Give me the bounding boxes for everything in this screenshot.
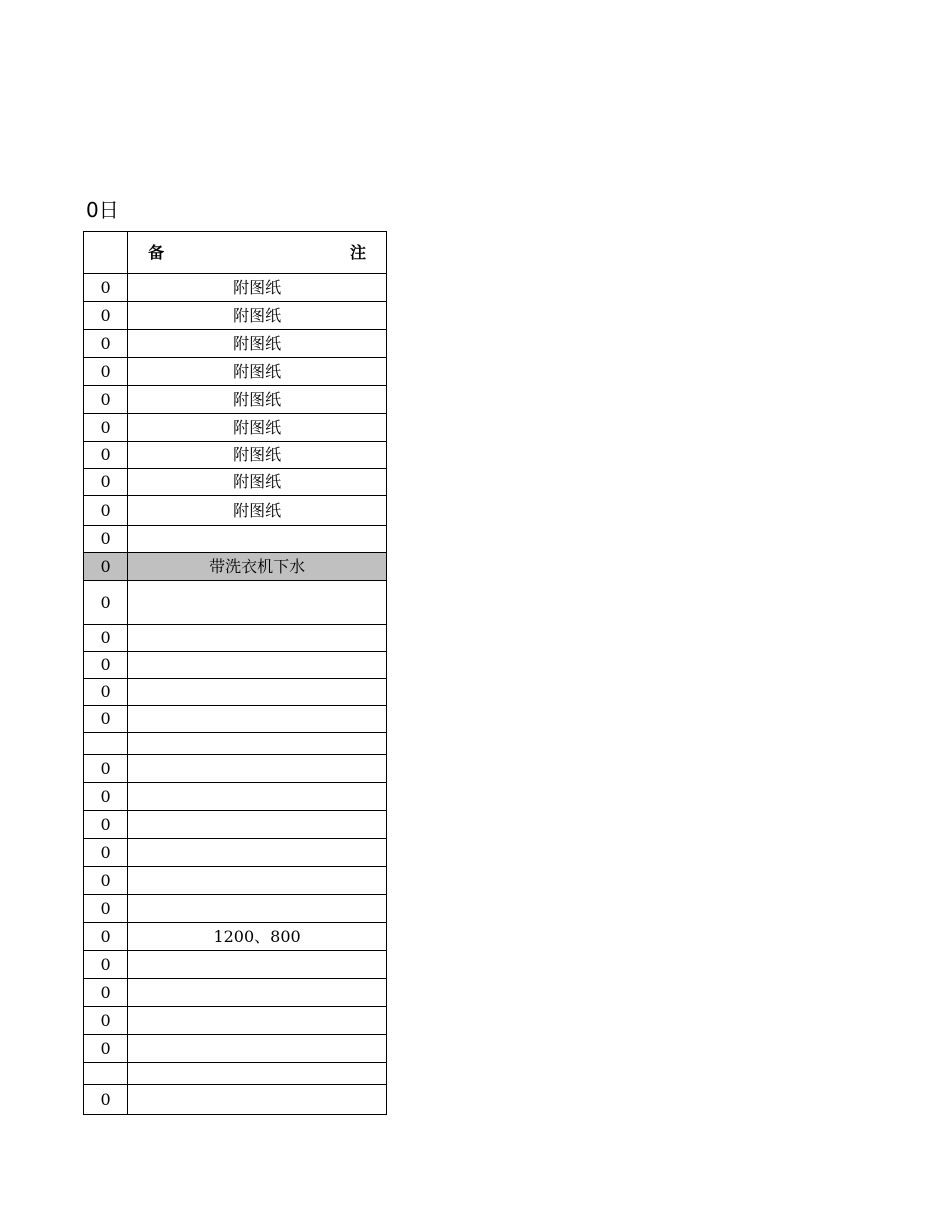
table-row bbox=[84, 679, 387, 706]
cell-value[interactable]: 0 bbox=[84, 867, 128, 895]
cell-remark[interactable] bbox=[128, 1085, 387, 1115]
cell-value[interactable]: 0 bbox=[84, 706, 128, 733]
cell-value[interactable]: 0 bbox=[84, 951, 128, 979]
table-row bbox=[84, 526, 387, 553]
cell-remark[interactable] bbox=[128, 839, 387, 867]
cell-remark[interactable] bbox=[128, 867, 387, 895]
cell-remark[interactable] bbox=[128, 755, 387, 783]
table-row bbox=[84, 1085, 387, 1115]
cell-value[interactable]: 0 bbox=[84, 1007, 128, 1035]
cell-value[interactable]: 0 bbox=[84, 783, 128, 811]
table-row bbox=[84, 733, 387, 755]
cell-value[interactable]: 0 bbox=[84, 526, 128, 553]
cell-value[interactable]: 0 bbox=[84, 839, 128, 867]
cell-value[interactable]: 0 bbox=[84, 302, 128, 330]
table-row bbox=[84, 442, 387, 469]
cell-remark[interactable]: 附图纸 bbox=[128, 442, 387, 469]
table-row bbox=[84, 652, 387, 679]
cell-value[interactable]: 0 bbox=[84, 581, 128, 625]
cell-remark[interactable]: 附图纸 bbox=[128, 358, 387, 386]
cell-value[interactable]: 0 bbox=[84, 274, 128, 302]
table-row bbox=[84, 706, 387, 733]
table-row bbox=[84, 386, 387, 414]
table-row bbox=[84, 414, 387, 442]
cell-value[interactable]: 0 bbox=[84, 496, 128, 526]
cell-remark[interactable] bbox=[128, 979, 387, 1007]
cell-remark[interactable] bbox=[128, 526, 387, 553]
cell-value[interactable]: 0 bbox=[84, 1085, 128, 1115]
cell-remark[interactable] bbox=[128, 1063, 387, 1085]
cell-value[interactable]: 0 bbox=[84, 1035, 128, 1063]
cell-value[interactable]: 0 bbox=[84, 414, 128, 442]
cell-remark[interactable]: 带洗衣机下水 bbox=[128, 553, 387, 581]
cell-remark[interactable]: 1200、800 bbox=[128, 923, 387, 951]
cell-remark[interactable] bbox=[128, 811, 387, 839]
header-remarks-char-1: 备 bbox=[148, 242, 165, 262]
table-row bbox=[84, 979, 387, 1007]
header-remarks-char-2: 注 bbox=[349, 242, 366, 262]
cell-value[interactable]: 0 bbox=[84, 811, 128, 839]
cell-remark[interactable]: 附图纸 bbox=[128, 414, 387, 442]
cell-remark[interactable]: 附图纸 bbox=[128, 469, 387, 496]
cell-remark[interactable] bbox=[128, 706, 387, 733]
cell-value[interactable]: 0 bbox=[84, 679, 128, 706]
cell-remark[interactable]: 附图纸 bbox=[128, 274, 387, 302]
cell-remark[interactable]: 附图纸 bbox=[128, 330, 387, 358]
table-row bbox=[84, 811, 387, 839]
cell-value[interactable]: 0 bbox=[84, 923, 128, 951]
sheet-title: 0日 bbox=[86, 198, 119, 222]
cell-remark[interactable] bbox=[128, 625, 387, 652]
table-row bbox=[84, 625, 387, 652]
table-row bbox=[84, 839, 387, 867]
table-row bbox=[84, 469, 387, 496]
cell-value[interactable]: 0 bbox=[84, 553, 128, 581]
cell-value[interactable]: 0 bbox=[84, 330, 128, 358]
cell-value[interactable]: 0 bbox=[84, 895, 128, 923]
table-row bbox=[84, 1035, 387, 1063]
cell-value[interactable]: 0 bbox=[84, 358, 128, 386]
table-row bbox=[84, 302, 387, 330]
table-row bbox=[84, 1063, 387, 1085]
cell-value[interactable]: 0 bbox=[84, 442, 128, 469]
cell-remark[interactable]: 附图纸 bbox=[128, 302, 387, 330]
table-row bbox=[84, 951, 387, 979]
cell-remark[interactable]: 附图纸 bbox=[128, 496, 387, 526]
cell-value[interactable] bbox=[84, 1063, 128, 1085]
cell-remark[interactable] bbox=[128, 679, 387, 706]
cell-value[interactable]: 0 bbox=[84, 652, 128, 679]
cell-value[interactable]: 0 bbox=[84, 469, 128, 496]
table-row bbox=[84, 755, 387, 783]
table-row bbox=[84, 783, 387, 811]
table-row bbox=[84, 923, 387, 951]
cell-remark[interactable] bbox=[128, 951, 387, 979]
cell-remark[interactable] bbox=[128, 1035, 387, 1063]
table-row bbox=[84, 581, 387, 625]
cell-remark[interactable] bbox=[128, 652, 387, 679]
table-row bbox=[84, 330, 387, 358]
table-row bbox=[84, 496, 387, 526]
cell-value[interactable]: 0 bbox=[84, 625, 128, 652]
cell-value[interactable]: 0 bbox=[84, 386, 128, 414]
cell-remark[interactable] bbox=[128, 895, 387, 923]
table-row bbox=[84, 895, 387, 923]
remarks-table bbox=[83, 231, 387, 1115]
table-row bbox=[84, 1007, 387, 1035]
cell-remark[interactable] bbox=[128, 581, 387, 625]
cell-value[interactable]: 0 bbox=[84, 755, 128, 783]
table-row bbox=[84, 867, 387, 895]
cell-remark[interactable] bbox=[128, 1007, 387, 1035]
header-cell-value[interactable] bbox=[84, 232, 128, 274]
table-row bbox=[84, 358, 387, 386]
table-row bbox=[84, 274, 387, 302]
header-cell-remarks[interactable] bbox=[128, 232, 387, 274]
table-row bbox=[84, 553, 387, 581]
table-header-row bbox=[84, 232, 387, 274]
cell-remark[interactable] bbox=[128, 783, 387, 811]
cell-remark[interactable] bbox=[128, 733, 387, 755]
cell-remark[interactable]: 附图纸 bbox=[128, 386, 387, 414]
cell-value[interactable]: 0 bbox=[84, 979, 128, 1007]
cell-value[interactable] bbox=[84, 733, 128, 755]
